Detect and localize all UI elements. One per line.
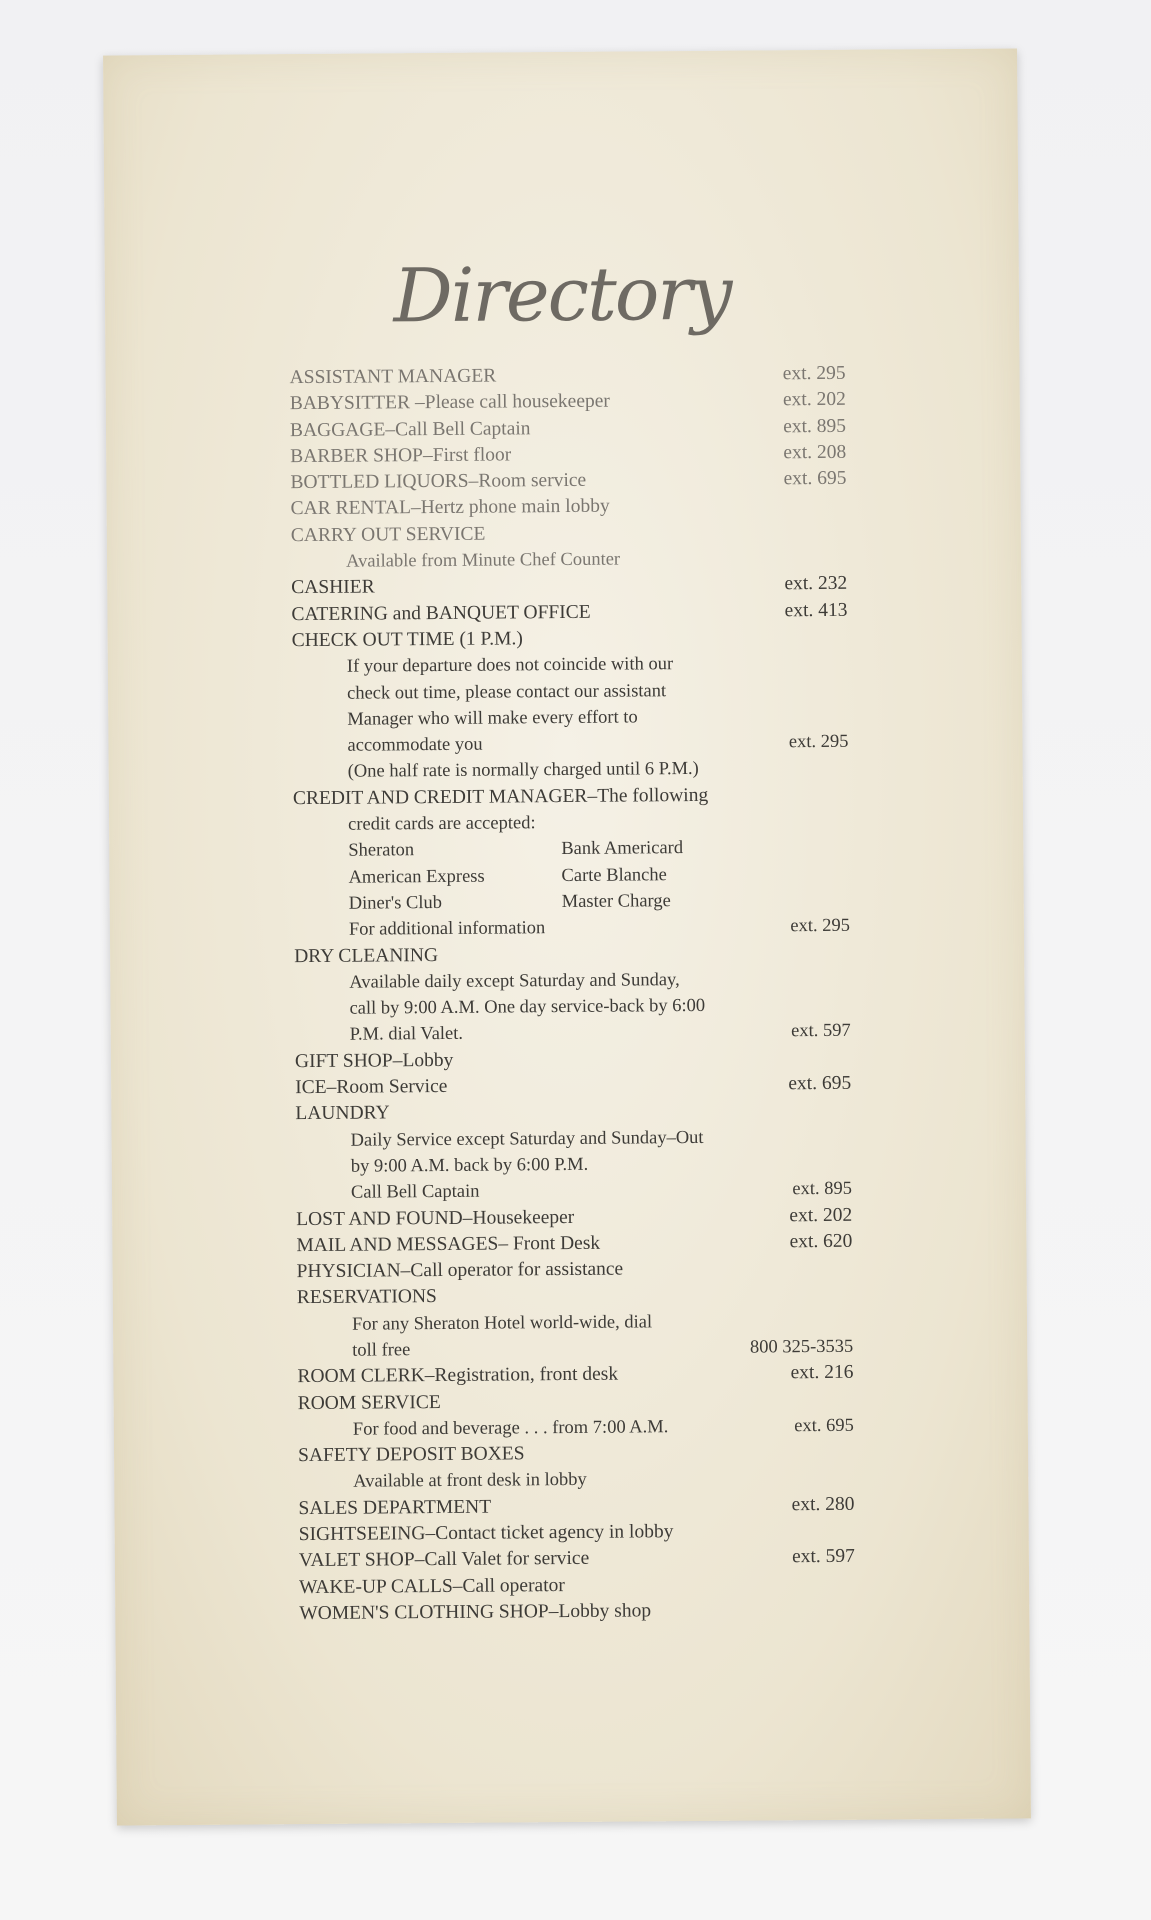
- entry-extension: ext. 695: [788, 1072, 852, 1095]
- entry-extension: ext. 695: [783, 467, 847, 490]
- entry-extension: ext. 597: [791, 1546, 855, 1568]
- entry-extension: ext. 695: [794, 1415, 854, 1437]
- entry-extension: ext. 895: [792, 1178, 853, 1200]
- entry-extension: ext. 202: [782, 389, 846, 411]
- credit-card-name: American Express: [348, 866, 485, 888]
- entry-label: SIGHTSEEING–Contact ticket agency in lobby: [298, 1521, 674, 1546]
- entry-detail-text: Available from Minute Chef Counter: [345, 549, 621, 572]
- entry-label: CAR RENTAL–Hertz phone main lobby: [290, 496, 610, 520]
- credit-card-name: Diner's Club: [348, 892, 443, 914]
- entry-extension: ext. 216: [790, 1362, 854, 1384]
- entry-extension: ext. 202: [789, 1204, 853, 1226]
- entry-detail-text: toll free: [352, 1340, 411, 1361]
- entry-label: BOTTLED LIQUORS–Room service: [290, 470, 587, 494]
- entry-detail-text: check out time, please contact our assistant: [347, 680, 667, 704]
- directory-card: [103, 48, 1031, 1825]
- credit-card-name: Carte Blanche: [561, 864, 667, 886]
- entry-detail-text: For additional information: [348, 918, 546, 940]
- entry-detail-text: by 9:00 A.M. back by 6:00 P.M.: [350, 1154, 589, 1177]
- entry-detail-text: Daily Service except Saturday and Sunday–Out: [350, 1127, 704, 1151]
- entry-extension: ext. 413: [784, 599, 848, 621]
- entry-label: CREDIT AND CREDIT MANAGER–The following: [292, 784, 709, 809]
- entry-label: PHYSICIAN–Call operator for assistance: [296, 1258, 624, 1283]
- entry-detail-text: (One half rate is normally charged until 6 P.M.): [347, 759, 699, 783]
- entry-label: MAIL AND MESSAGES– Front Desk: [296, 1232, 601, 1256]
- entry-extension: ext. 620: [789, 1230, 853, 1253]
- entry-label: GIFT SHOP–Lobby: [294, 1049, 454, 1072]
- entry-label: ASSISTANT MANAGER: [289, 365, 497, 389]
- entry-extension: ext. 232: [784, 573, 848, 595]
- entry-label: BAGGAGE–Call Bell Captain: [289, 417, 531, 441]
- entry-label: ROOM CLERK–Registration, front desk: [297, 1363, 619, 1388]
- entry-label: DRY CLEANING: [294, 944, 439, 967]
- credit-card-name: Master Charge: [561, 891, 671, 912]
- entry-detail-text: For any Sheraton Hotel world-wide, dial: [351, 1312, 653, 1335]
- entry-extension: ext. 895: [783, 415, 847, 437]
- entry-label: LOST AND FOUND–Housekeeper: [296, 1206, 575, 1230]
- directory-entry-womens-clothing: [299, 1597, 855, 1628]
- entry-detail-text: accommodate you: [347, 734, 483, 756]
- entry-detail-text: Available daily except Saturday and Sunday,: [349, 969, 680, 993]
- entry-detail-text: P.M. dial Valet.: [349, 1024, 464, 1046]
- directory-title: Directory: [393, 250, 731, 340]
- entry-label: CASHIER: [291, 576, 375, 599]
- entry-extension: ext. 295: [790, 916, 851, 937]
- entry-label: ROOM SERVICE: [297, 1391, 441, 1414]
- entry-detail-text: Manager who will make every effort to: [347, 707, 638, 730]
- entry-extension: ext. 597: [791, 1021, 851, 1042]
- entry-label: WOMEN'S CLOTHING SHOP–Lobby shop: [299, 1600, 652, 1625]
- entry-extension: ext. 295: [782, 362, 846, 385]
- entry-label: LAUNDRY: [295, 1102, 390, 1125]
- toll-free-number: 800 325-3535: [749, 1336, 854, 1358]
- entry-label: RESERVATIONS: [296, 1286, 437, 1309]
- entry-label: CARRY OUT SERVICE: [290, 523, 486, 546]
- entry-label: WAKE-UP CALLS–Call operator: [299, 1574, 565, 1598]
- entry-detail-text: credit cards are accepted:: [348, 813, 536, 835]
- credit-card-name: Bank Americard: [561, 838, 684, 860]
- credit-card-name: Sheraton: [348, 840, 415, 862]
- entry-extension: ext. 280: [791, 1493, 855, 1516]
- directory-list: [290, 361, 856, 1628]
- entry-label: ICE–Room Service: [295, 1075, 448, 1099]
- entry-label: VALET SHOP–Call Valet for service: [298, 1548, 590, 1572]
- entry-extension: ext. 208: [783, 441, 847, 464]
- entry-detail-text: If your departure does not coincide with our: [346, 654, 674, 677]
- entry-detail-text: Call Bell Captain: [350, 1181, 480, 1203]
- entry-label: CATERING and BANQUET OFFICE: [291, 601, 591, 625]
- entry-label: BARBER SHOP–First floor: [290, 444, 512, 468]
- entry-extension: ext. 295: [788, 731, 849, 753]
- entry-detail-text: Available at front desk in lobby: [353, 1470, 587, 1493]
- entry-label: SALES DEPARTMENT: [298, 1496, 492, 1519]
- entry-detail-text: For food and beverage . . . from 7:00 A.M.: [352, 1417, 669, 1440]
- entry-label: BABYSITTER –Please call housekeeper: [289, 390, 610, 415]
- entry-detail-text: call by 9:00 A.M. One day service-back by 6:00: [349, 996, 706, 1019]
- entry-label: SAFETY DEPOSIT BOXES: [297, 1443, 525, 1467]
- entry-label: CHECK OUT TIME (1 P.M.): [291, 628, 523, 652]
